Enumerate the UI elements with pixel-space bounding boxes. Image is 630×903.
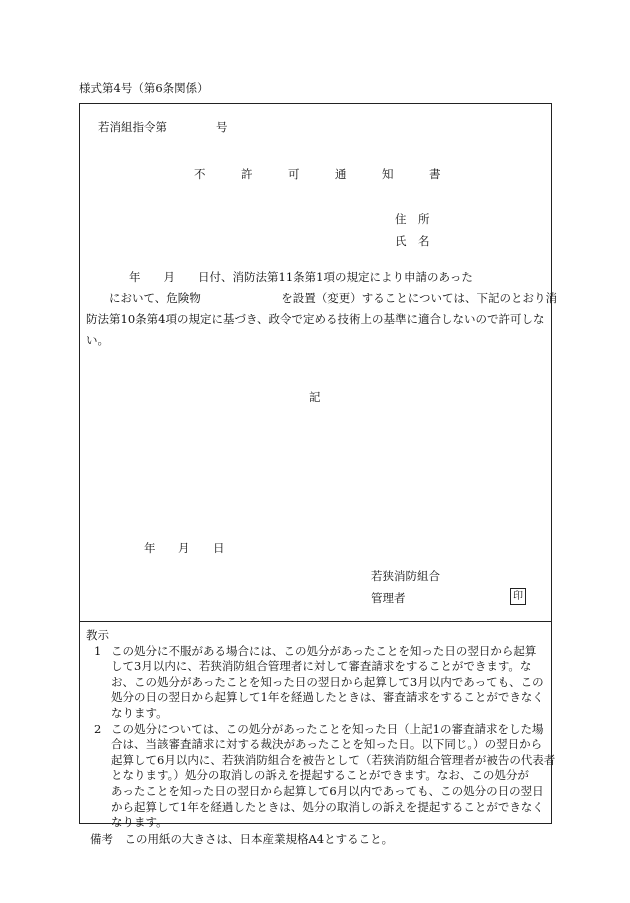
issuer-title: 管理者 [371,591,406,605]
instruction-line: 処分の日の翌日から起算して1年を経過したときは、審査請求をすることができなく [111,690,544,705]
ki-label: 記 [309,390,321,404]
instruction-line: あったことを知った日の翌日から起算して6月以内であっても、この処分の日の翌日 [111,783,544,798]
date-year: 年 [144,541,156,555]
title-char: 知 [382,167,394,181]
title-char: 不 [194,167,206,181]
form-box [79,103,558,830]
body-line: い。 [86,333,109,347]
instruction-line: から起算して1年を経過したときは、処分の取消しの訴えを提起することができなく [111,799,544,814]
date-day: 日 [213,541,225,555]
instruction-number: 2 [94,721,102,736]
issuer-org: 若狭消防組合 [371,569,440,583]
instruction-line: この処分に不服がある場合には、この処分があったことを知った日の翌日から起算 [111,643,537,658]
title-char: 書 [429,167,441,181]
instructions-heading: 教示 [86,628,109,642]
instruction-line: して3月以内に、若狭消防組合管理者に対して審査請求をすることができます。な [111,659,532,674]
form-label: 様式第4号（第6条関係） [79,81,209,95]
instruction-line: この処分については、この処分があったことを知った日（上記1の審査請求をした場 [111,721,544,736]
title-char: 可 [288,167,300,181]
doc-number-prefix: 若消組指令第 [98,120,167,134]
instruction-line: 起算して6月以内に、若狭消防組合を被告として（若狭消防組合管理者が被告の代表者 [111,752,556,767]
instruction-line: となります。）処分の取消しの訴えを提起することができます。なお、この処分が [111,768,529,783]
name-label: 氏 名 [395,234,430,248]
title-char: 通 [335,167,347,181]
seal-mark: 印 [510,588,526,605]
remark-note: 備考 この用紙の大きさは、日本産業規格A4とすること。 [90,832,394,846]
body-text [86,267,558,351]
instructions-section [86,628,556,831]
instruction-line: なります。 [111,705,168,720]
instruction-number: 1 [94,643,102,658]
instruction-line: 合は、当該審査請求に対する裁決があったことを知った日。以下同じ。）の翌日から [111,737,543,752]
date-month: 月 [178,541,190,555]
body-line: 防法第10条第4項の規定に基づき、政令で定める技術上の基準に適合しないので許可しな [86,312,545,326]
instruction-line: お、この処分があったことを知った日の翌日から起算して3月以内であっても、この [111,674,544,689]
body-line: 年 月 日付、消防法第11条第1項の規定により申請のあった [106,270,473,284]
instruction-item [86,644,548,722]
doc-number-suffix: 号 [216,120,228,134]
title-char: 許 [241,167,253,181]
instruction-item [86,721,556,831]
instruction-line: なります。 [111,815,168,830]
address-label: 住 所 [395,212,430,226]
body-line: において、危険物 を設置（変更）することについては、下記のとおり消 [86,291,558,305]
section-divider [80,621,551,622]
